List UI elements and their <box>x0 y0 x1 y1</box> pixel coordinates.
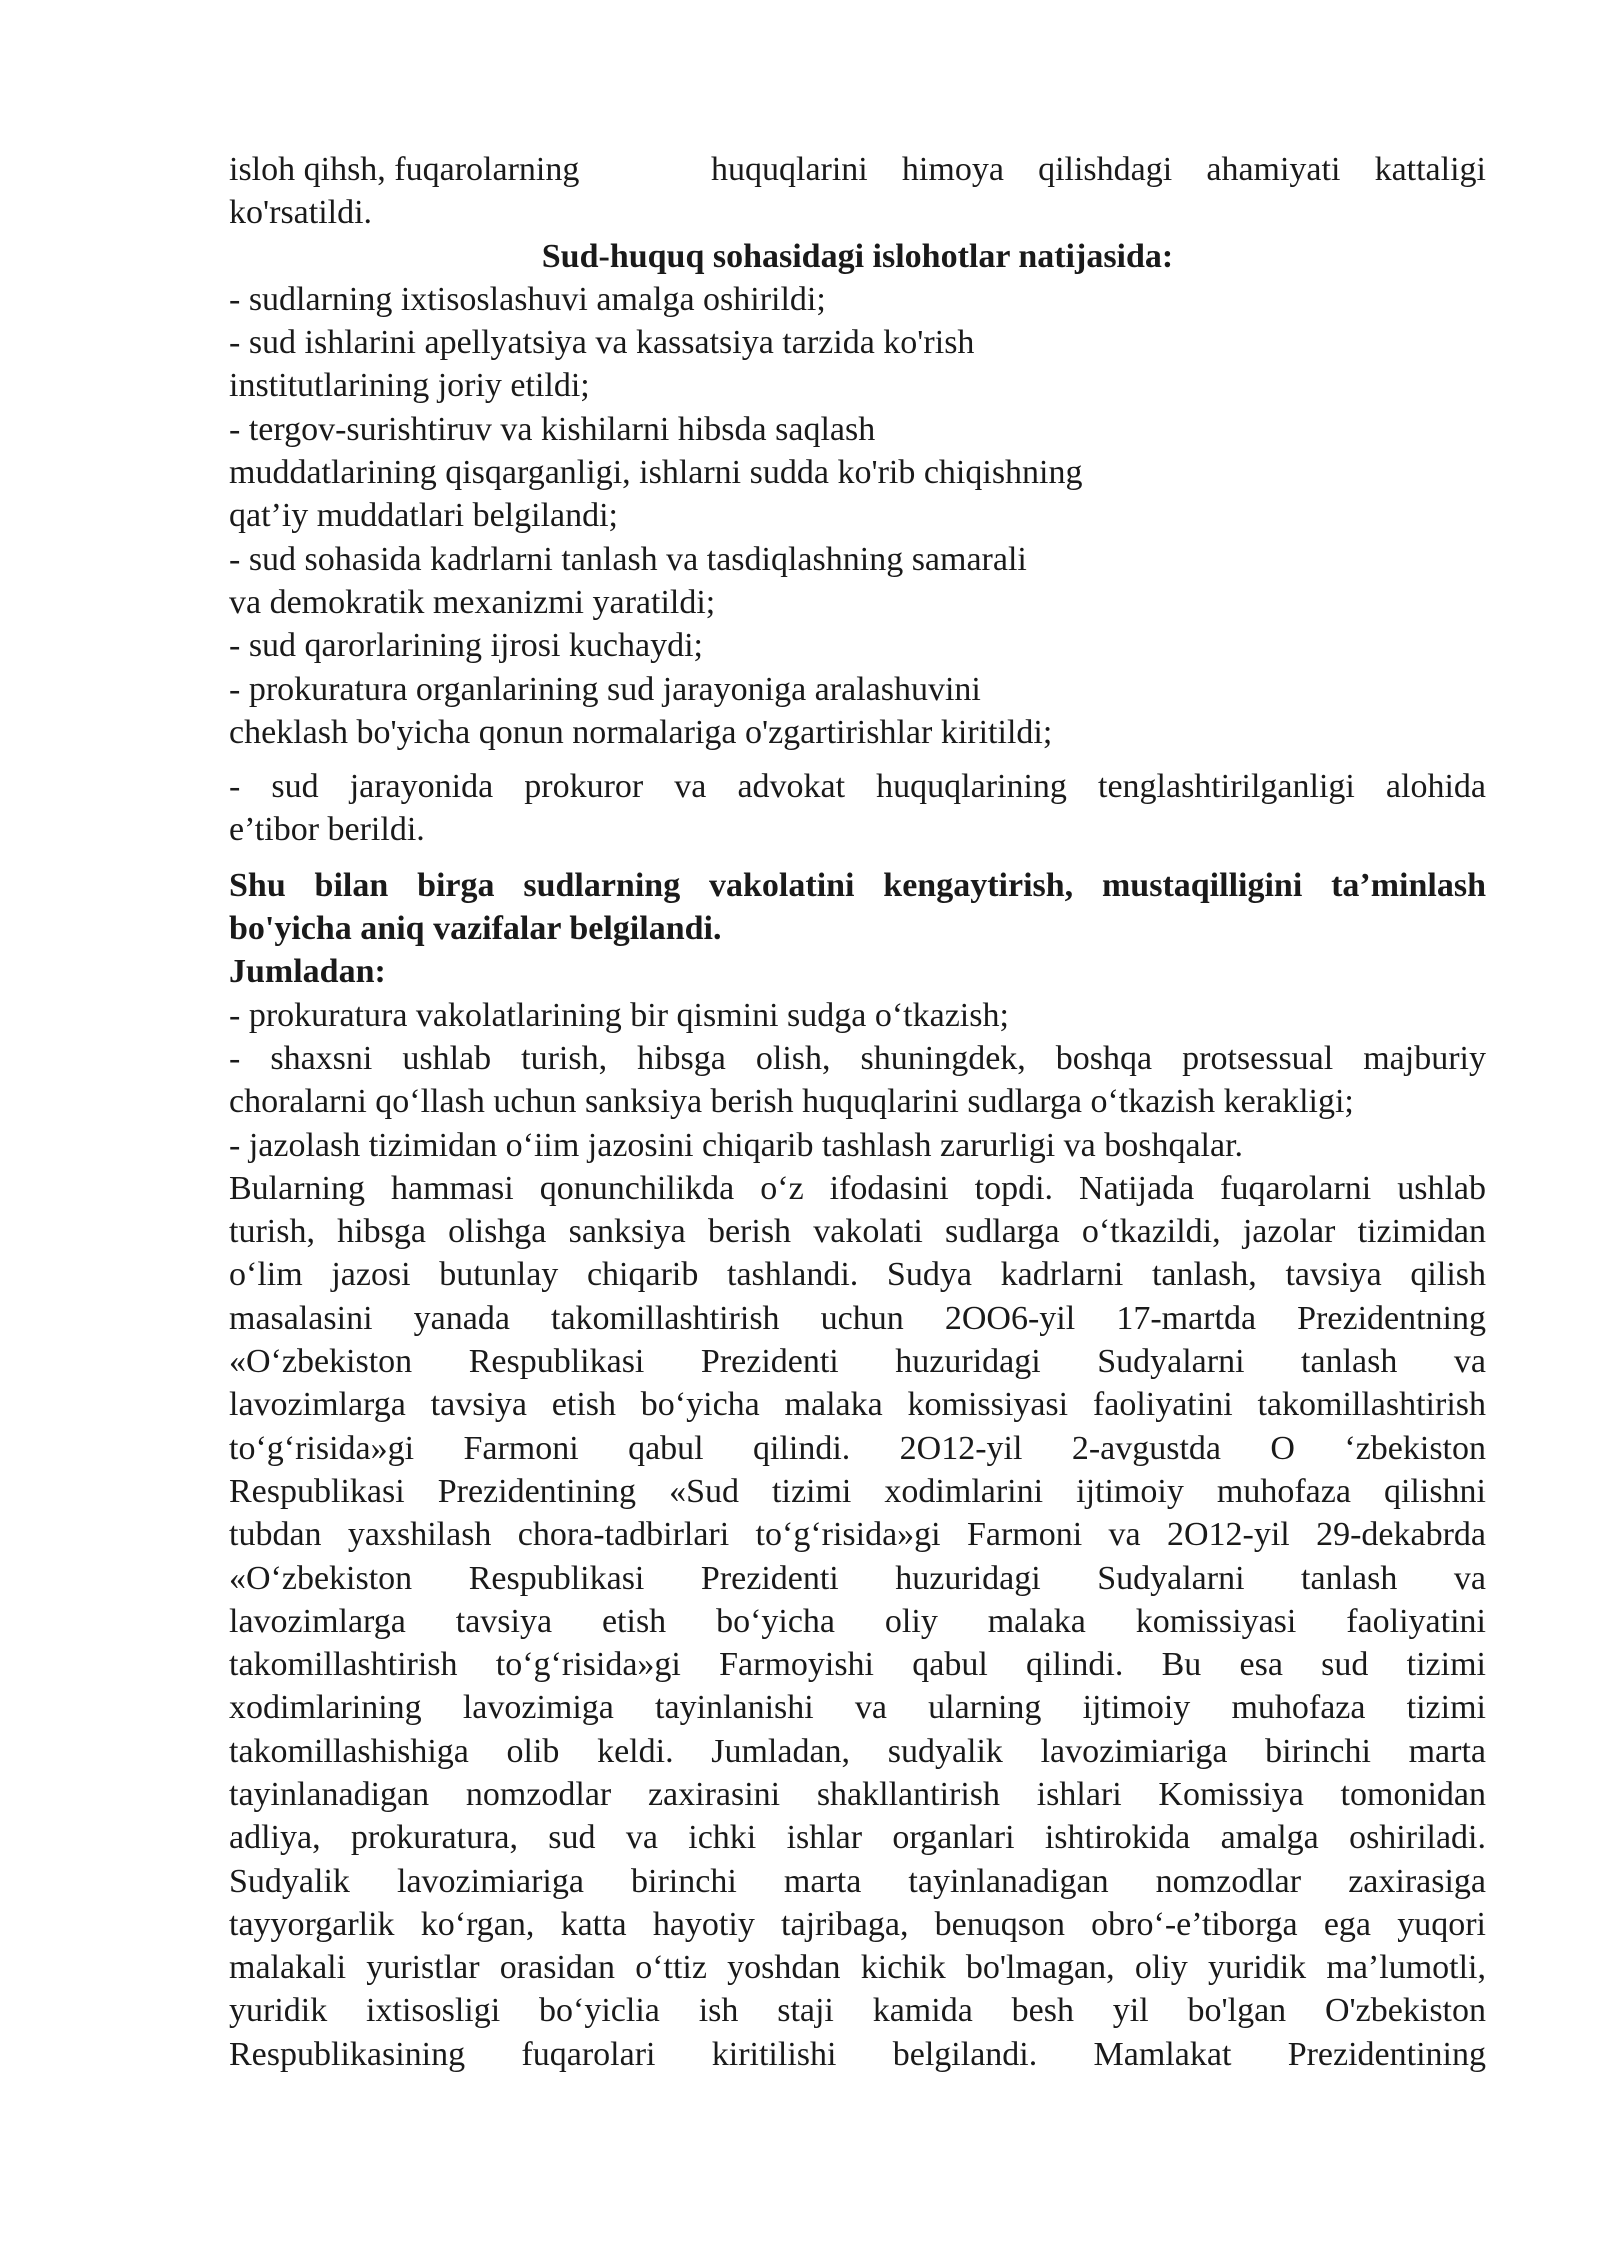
bold-line-2: bo'yicha aniq vazifalar belgilandi. <box>229 910 722 948</box>
paragraph-line: to‘g‘risida»gi Farmoni qabul qilindi. 2O12-yil 2-avgustda O ‘zbekiston <box>229 1429 1486 1467</box>
paragraph-line: takomillashtirish to‘g‘risida»gi Farmoyishi qabul qilindi. Bu esa sud tizimi <box>229 1646 1486 1684</box>
intro-line-2: ko'rsatildi. <box>229 194 373 232</box>
advocate-line-2: e’tibor berildi. <box>229 811 425 849</box>
paragraph-line: o‘lim jazosi butunlay chiqarib tashlandi. Sudya kadrlarni tanlash, tavsiya qilish <box>229 1256 1486 1294</box>
paragraph-line: Sudyalik lavozimiariga birinchi marta tayinlanadigan nomzodlar zaxirasiga <box>229 1862 1486 1900</box>
paragraph-line: masalasini yanada takomillashtirish uchun 2OO6-yil 17-martda Prezidentning <box>229 1299 1486 1337</box>
paragraph-line: tubdan yaxshilash chora-tadbirlari to‘g‘risida»gi Farmoni va 2O12-yil 29-dekabrda <box>229 1516 1486 1554</box>
list-item: choralarni qo‘llash uchun sanksiya berish huquqlarini sudlarga o‘tkazish kerakligi; <box>229 1083 1354 1121</box>
paragraph-line: turish, hibsga olishga sanksiya berish vakolati sudlarga o‘tkazildi, jazolar tizimidan <box>229 1213 1486 1251</box>
list-item: va demokratik mexanizmi yaratildi; <box>229 583 716 621</box>
document-page <box>229 148 1486 2076</box>
paragraph-line: lavozimlarga tavsiya etish bo‘yicha oliy malaka komissiyasi faoliyatini <box>229 1602 1486 1640</box>
paragraph-line: yuridik ixtisosligi bo‘yiclia ish staji kamida besh yil bo'lgan O'zbekiston <box>229 1992 1486 2030</box>
bold-paragraph <box>229 864 1486 994</box>
list-item: - shaxsni ushlab turish, hibsga olish, shuningdek, boshqa protsessual majburiy <box>229 1039 1486 1077</box>
paragraph-line: lavozimlarga tavsiya etish bo‘yicha malaka komissiyasi faoliyatini takomillashtirish <box>229 1386 1486 1424</box>
advocate-item <box>229 765 1486 852</box>
bold-line-1: Shu bilan birga sudlarning vakolatini kengaytirish, mustaqilligini ta’minlash <box>229 866 1486 904</box>
list-item: institutlarining joriy etildi; <box>229 367 590 405</box>
intro-line-1-left: isloh qihsh, fuqarolarning <box>229 151 580 188</box>
list-item: - jazolash tizimidan o‘iim jazosini chiqarib tashlash zarurligi va boshqalar. <box>229 1126 1244 1164</box>
list-item: - sud ishlarini apellyatsiya va kassatsiya tarzida ko'rish <box>229 324 975 362</box>
paragraph-line: xodimlarining lavozimiga tayinlanishi va ularning ijtimoiy muhofaza tizimi <box>229 1689 1486 1727</box>
list-item: - sudlarning ixtisoslashuvi amalga oshirildi; <box>229 280 826 318</box>
intro-paragraph <box>229 148 1486 235</box>
paragraph-line: malakali yuristlar orasidan o‘ttiz yoshdan kichik bo'lmagan, oliy yuridik ma’lumotli, <box>229 1949 1486 1987</box>
paragraph-line: Bularning hammasi qonunchilikda o‘z ifodasini topdi. Natijada fuqarolarni ushlab <box>229 1169 1486 1207</box>
paragraph-line: Respublikasi Prezidentining «Sud tizimi xodimlarini ijtimoiy muhofaza qilishni <box>229 1472 1486 1510</box>
paragraph-line: «O‘zbekiston Respublikasi Prezidenti huzuridagi Sudyalarni tanlash va <box>229 1343 1486 1381</box>
jumladan-label: Jumladan: <box>229 953 386 991</box>
list-item: muddatlarining qisqarganligi, ishlarni sudda ko'rib chiqishning <box>229 454 1083 492</box>
list-item: - prokuratura organlarining sud jarayoniga aralashuvini <box>229 670 981 708</box>
list-item: - prokuratura vakolatlarining bir qismini sudga o‘tkazish; <box>229 996 1009 1034</box>
list-item: qat’iy muddatlari belgilandi; <box>229 497 619 535</box>
list-item: cheklash bo'yicha qonun normalariga o'zgartirishlar kiritildi; <box>229 713 1053 751</box>
tasks-list <box>229 994 1486 1167</box>
paragraph-line: takomillashishiga olib keldi. Jumladan, sudyalik lavozimiariga birinchi marta <box>229 1732 1486 1770</box>
list-item: - tergov-surishtiruv va kishilarni hibsda saqlash <box>229 410 876 448</box>
paragraph-line: Respublikasining fuqarolari kiritilishi belgilandi. Mamlakat Prezidentining <box>229 2035 1486 2073</box>
paragraph-line: tayyorgarlik ko‘rgan, katta hayotiy tajribaga, benuqson obro‘-e’tiborga ega yuqori <box>229 1905 1486 1943</box>
advocate-line-1: - sud jarayonida prokuror va advokat huquqlarining tenglashtirilganligi alohida <box>229 768 1486 806</box>
paragraph-line: adliya, prokuratura, sud va ichki ishlar organlari ishtirokida amalga oshiriladi. <box>229 1819 1486 1857</box>
paragraph-line: «O‘zbekiston Respublikasi Prezidenti huzuridagi Sudyalarni tanlash va <box>229 1559 1486 1597</box>
section-heading: Sud-huquq sohasidagi islohotlar natijasida: <box>541 237 1174 275</box>
intro-line-1 <box>229 148 1486 191</box>
list-item: - sud qarorlarining ijrosi kuchaydi; <box>229 627 704 665</box>
intro-line-1-right: huquqlarini himoya qilishdagi ahamiyati kattaligi <box>711 151 1486 188</box>
list-item: - sud sohasida kadrlarni tanlash va tasdiqlashning samarali <box>229 540 1027 578</box>
results-list <box>229 278 1486 754</box>
paragraph-line: tayinlanadigan nomzodlar zaxirasini shakllantirish ishlari Komissiya tomonidan <box>229 1775 1486 1813</box>
main-paragraph <box>229 1167 1486 2076</box>
